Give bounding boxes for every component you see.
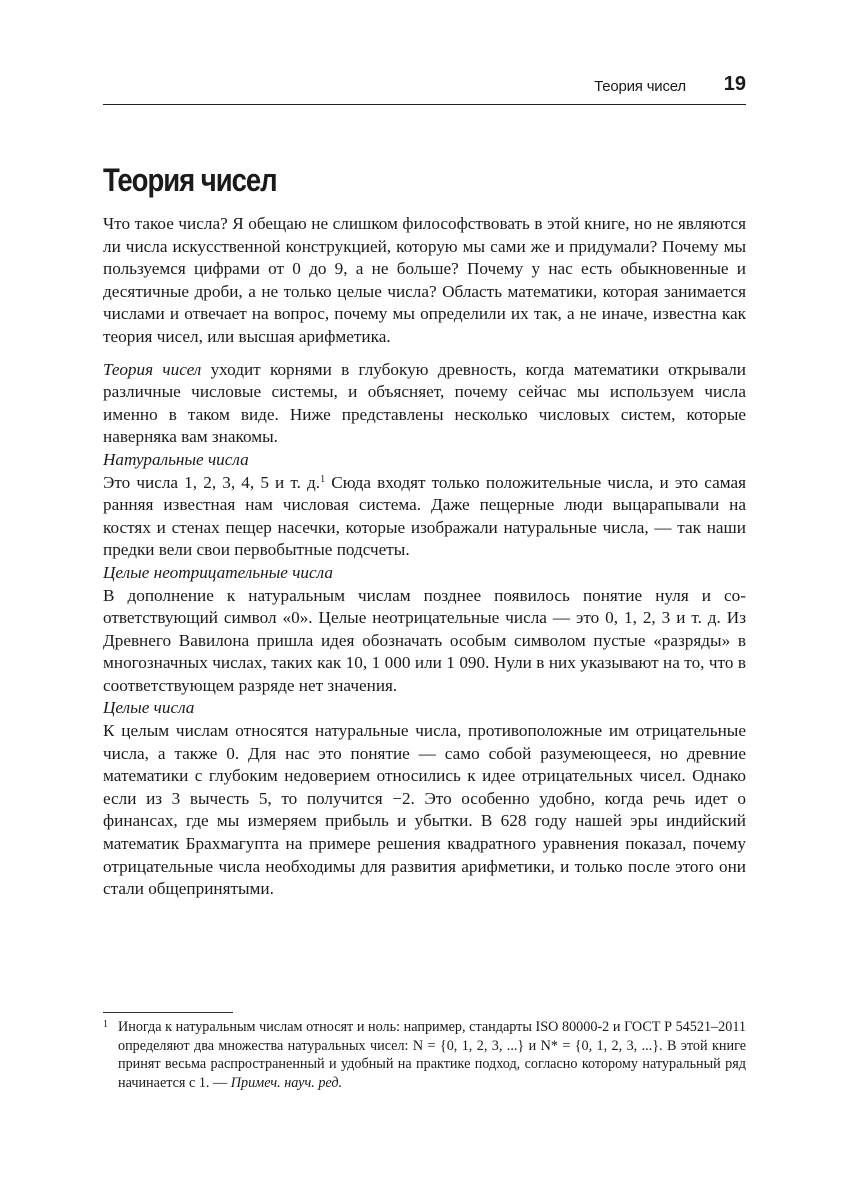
intro-paragraph-1: Что такое числа? Я обещаю не слишком философствовать в этой книге, но не являются ли числа искусственной конструкцией, которую мы сами же и придумали? Почему мы пользуемся цифрами от 0 до 9, а не больше? Почему у нас есть обыкновенные и десятичные дроби, а не только целые числа? Область математики, которая занимается числами и отвечает на вопрос, почему мы определили их так, а не иначе, известна как теория чисел, или высшая арифметика.	[103, 214, 746, 346]
definition-text-natural-start: Это числа 1, 2, 3, 4, 5 и т. д.	[103, 472, 321, 492]
definition-body-whole: В дополнение к натуральным числам позднее появилось понятие нуля и соответствующий символ «0». Целые неотрицательные числа — это 0, 1, 2, 3 и т. д. Из Древнего Вавилона пришла идея обозначать особым символом пустые «разряды» в многозначных числах, таких как 10, 1 000 или 1 090. Нули в них указывают на то, что в соответствующем разряде нет значения.	[103, 585, 746, 695]
intro-paragraph-2-text: уходит корнями в глубокую древность, когда математики открывали различные числовые системы, и объясняет, почему сейчас мы используем числа именно в таком виде. Ниже представлены несколько числовых систем, которые наверняка вам знакомы.	[103, 359, 746, 447]
definition-term-natural: Натуральные числа	[103, 449, 249, 469]
chapter-title: Теория чисел	[103, 162, 277, 198]
intro-paragraph-2	[103, 359, 746, 449]
footnote-reference: 1	[320, 473, 326, 485]
footnote-text: Иногда к натуральным числам относят и ноль: например, стандарты ISO 80000-2 и ГОСТ Р 54521–2011 определяют два множества натуральных чисел: N = {0, 1, 2, 3, ...} и N* = {0, 1, 2, 3, ...}. В этой книге принят весьма распространенный и удобный на практике подход, согласно которому натуральный ряд начинается с 1. —	[118, 1019, 746, 1091]
body-text	[103, 213, 746, 901]
definition-text-natural-end: Сюда входят только положительные числа, и это самая ранняя известная нам числовая система. Даже пещерные люди выцарапывали на костях и стенах пещер насечки, которые изображали натуральные числа, — так наши предки вели свои первобытные подсчеты.	[103, 472, 746, 560]
emphasized-term: Теория чисел	[103, 359, 202, 379]
running-title: Теория чисел	[594, 78, 686, 95]
definition-body-natural	[103, 472, 746, 562]
footnote-text-block	[118, 1018, 746, 1092]
footnote-mark: 1	[103, 1019, 108, 1030]
running-header	[103, 74, 746, 105]
footnote	[103, 1018, 746, 1092]
footnote-divider	[103, 1012, 233, 1013]
footnote-editor-note: Примеч. науч. ред.	[230, 1074, 343, 1091]
definition-term-whole: Целые неотрицательные числа	[103, 562, 333, 582]
definition-term-integers: Целые числа	[103, 698, 195, 718]
definition-body-integers: К целым числам относятся натуральные числа, противоположные им отрицательные числа, а также 0. Для нас это понятие — само собой разумеющееся, но древние математики с глубоким недоверием относились к идее отрицательных чисел. Однако если из 3 вычесть 5, то получится −2. Это особенно удобно, когда речь идет о финансах, где мы измеряем прибыль и убытки. В 628 году нашей эры индийский математик Брахмагупта на примере решения квадратного уравнения показал, почему отрицательные числа необходимы для развития арифметики, и только после этого они стали общепринятыми.	[103, 721, 746, 899]
page-number: 19	[723, 73, 746, 95]
